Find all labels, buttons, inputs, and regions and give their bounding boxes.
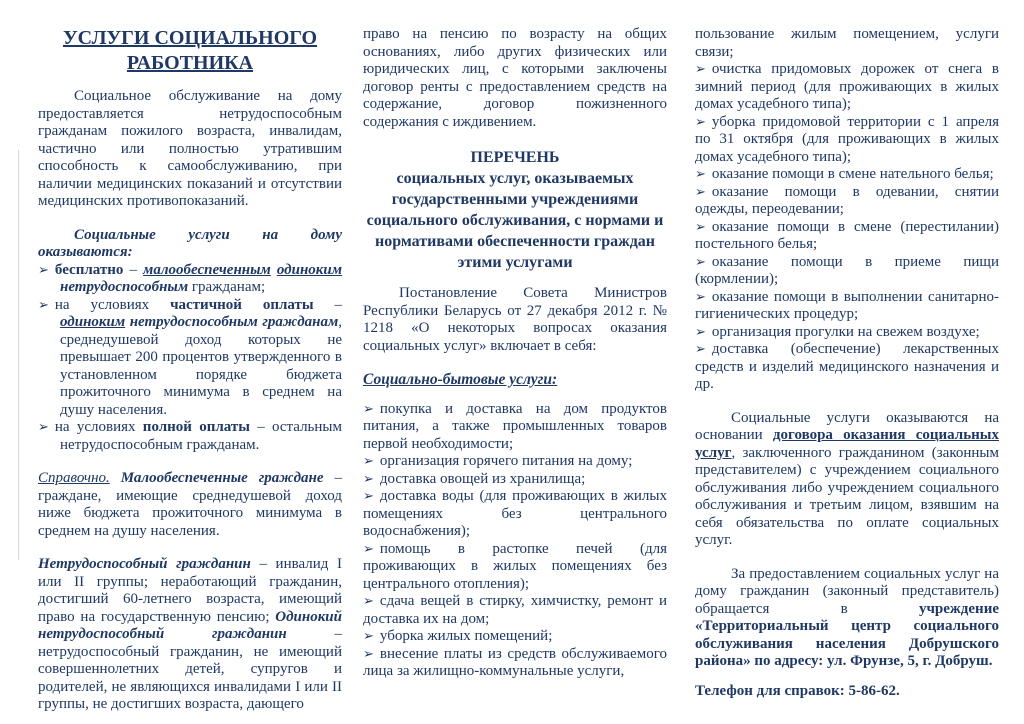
list-item: [695, 114, 999, 167]
phone-line: Телефон для справок: 5-86-62.: [695, 682, 900, 699]
list-item: [38, 419, 342, 454]
reference-note: Справочно. Малообеспеченные граждане – граждане, имеющие среднедушевой доход ниже бюджета прожиточного минимума в среднем на душу населения.: [38, 470, 343, 539]
column-right: [695, 26, 999, 724]
bullet-arrow-icon: ➢: [695, 289, 706, 305]
list-item-text: на условиях полной оплаты – остальным нетрудоспособным гражданам.: [54, 419, 342, 453]
bullet-arrow-icon: ➢: [695, 62, 706, 77]
bullet-arrow-icon: ➢: [695, 324, 706, 340]
bullet-arrow-icon: ➢: [695, 184, 706, 200]
bullet-arrow-icon: ➢: [695, 114, 706, 130]
list-item: [695, 289, 999, 324]
bullet-arrow-icon: ➢: [363, 646, 374, 662]
page-title: УСЛУГИ СОЦИАЛЬНОГО РАБОТНИКА: [62, 27, 318, 74]
decree-paragraph: Постановление Совета Министров Республики Беларусь от 27 декабря 2012 г. № 1218 «О некоторых вопросах оказания социальных услуг» включает в себя:: [363, 285, 667, 354]
definitions-paragraph: Нетрудоспособный гражданин – инвалид I или II группы; неработающий гражданин, достигший 60-летнего возраста, имеющий право на государственную пенсию; Одинокий нетрудоспособный гражданин – нетрудоспособный гражданин, не имеющий совершеннолетних детей, супругов и родителей, не являющихся инвалидами I или II группы, не достигших возраста, дающего: [38, 556, 343, 712]
list-item: [363, 541, 667, 594]
list-item-text: доставка (обеспечение) лекарственных средств и изделий медицинского назначения и др.: [695, 341, 999, 392]
list-item: [363, 628, 667, 646]
list-item: [695, 341, 999, 394]
list-item-text: оказание помощи в смене (перестилании) постельного белья;: [695, 218, 999, 252]
bullet-arrow-icon: ➢: [363, 541, 374, 557]
list-item-text: доставка овощей из хранилища;: [379, 470, 586, 487]
list-item-text: очистка придомовых дорожек от снега в зимний период (для проживающих в жилых домах усадебного типа);: [695, 61, 999, 112]
list-item: [695, 166, 999, 184]
perechen-heading-title: ПЕРЕЧЕНЬ: [470, 149, 560, 166]
list-item-text: помощь в растопке печей (для проживающих в жилых помещениях без центрального отопления);: [363, 540, 667, 592]
services-list: [695, 61, 999, 394]
bullet-arrow-icon: ➢: [38, 262, 49, 278]
continuation-paragraph: право на пенсию по возрасту на общих основаниях, либо других физических или юридических лиц, с которыми заключены договор ренты с предоставлением средств на содержание, договор пожизненного содержания с иждивением.: [363, 26, 667, 130]
contract-basis-paragraph: Социальные услуги оказываются на основании договора оказания социальных услуг, заключенного гражданином (законным представителем) с учреждением социального обслуживания либо учреждением социального обслуживания и третьим лицом, взявшим на себя обязательства по оплате социальных услуг.: [695, 409, 999, 548]
bullet-arrow-icon: ➢: [695, 342, 706, 357]
bullet-arrow-icon: ➢: [695, 254, 706, 270]
continuation-paragraph: пользование жилым помещением, услуги связи;: [695, 26, 999, 60]
bullet-arrow-icon: ➢: [363, 629, 374, 644]
list-item: [363, 453, 667, 471]
application-paragraph: За предоставлением социальных услуг на дому гражданин (законный представитель) обращается в учреждение «Территориальный центр социального обслуживания населения Добрушского района» по адресу: ул. Фрунзе, 5, г. Добруш.: [695, 565, 999, 669]
list-item-text: на условиях частичной оплаты – одиноким нетрудоспособным гражданам, среднедушевой доход которых не превышает 200 процентов утвержденного в установленном порядке бюджета прожиточного минимума в среднем на душу населения.: [54, 296, 342, 418]
social-services-subheading: Социально-бытовые услуги:: [363, 371, 558, 388]
list-item-text: уборка жилых помещений;: [379, 628, 553, 644]
list-item: [695, 254, 999, 289]
list-item-text: внесение платы из средств обслуживаемого лица за жилищно-коммунальные услуги,: [363, 645, 667, 679]
list-item-text: покупка и доставка на дом продуктов питания, а также промышленных товаров первой необходимости;: [363, 400, 667, 452]
intro-paragraph: Социальное обслуживание на дому предоставляется нетрудоспособным гражданам пожилого возраста, инвалидам, частично или полностью утратившим способность к самообслуживанию, при наличии медицинских показаний и отсутствии медицинских противопоказаний.: [38, 88, 342, 209]
list-item: [695, 61, 999, 114]
bullet-arrow-icon: ➢: [38, 297, 49, 313]
list-item: [363, 646, 667, 681]
list-item-text: организация горячего питания на дому;: [379, 453, 633, 469]
bullet-arrow-icon: ➢: [363, 454, 374, 469]
bullet-arrow-icon: ➢: [363, 594, 374, 609]
list-item: [363, 593, 667, 628]
perechen-heading-body: социальных услуг, оказываемых государственными учреждениями социального обслуживания, с нормами и нормативами обеспеченности граждан этими услугами: [366, 170, 664, 271]
column-middle: [363, 26, 667, 724]
list-item-text: оказание помощи в одевании, снятии одежды, переодевании;: [695, 183, 999, 217]
list-item-text: организация прогулки на свежем воздухе;: [711, 323, 980, 340]
list-item-text: оказание помощи в приеме пищи (кормлении);: [695, 253, 999, 287]
list-item: [38, 297, 342, 420]
list-item: [363, 471, 667, 489]
list-item: [695, 219, 999, 254]
bullet-arrow-icon: ➢: [695, 219, 706, 235]
perechen-heading: [363, 147, 667, 273]
list-item-text: доставка воды (для проживающих в жилых помещениях без центрального водоснабжения);: [363, 488, 667, 539]
bullet-arrow-icon: ➢: [363, 489, 374, 504]
list-item-text: бесплатно – малообеспеченным одиноким нетрудоспособным гражданам;: [54, 261, 343, 295]
list-item: [695, 184, 999, 219]
list-item-text: оказание помощи в смене нательного белья;: [711, 166, 994, 182]
list-item: [363, 401, 667, 454]
list-item: [38, 262, 342, 297]
services-list: [363, 401, 667, 681]
list-item-text: уборка придомовой территории с 1 апреля по 31 октября (для проживающих в жилых домах усадебного типа);: [695, 113, 999, 165]
list-item: [695, 324, 999, 342]
page-fold-line: [18, 150, 19, 560]
list-item-text: оказание помощи в выполнении санитарно-гигиенических процедур;: [695, 288, 999, 322]
bullet-arrow-icon: ➢: [695, 167, 706, 182]
lead-in-paragraph: Социальные услуги на дому оказываются:: [38, 226, 342, 260]
column-left: [38, 26, 342, 724]
list-item-text: сдача вещей в стирку, химчистку, ремонт и доставка их на дом;: [363, 593, 667, 627]
bullet-arrow-icon: ➢: [363, 401, 374, 417]
bullet-arrow-icon: ➢: [38, 420, 49, 435]
list-item: [363, 488, 667, 541]
bullet-arrow-icon: ➢: [363, 471, 374, 487]
